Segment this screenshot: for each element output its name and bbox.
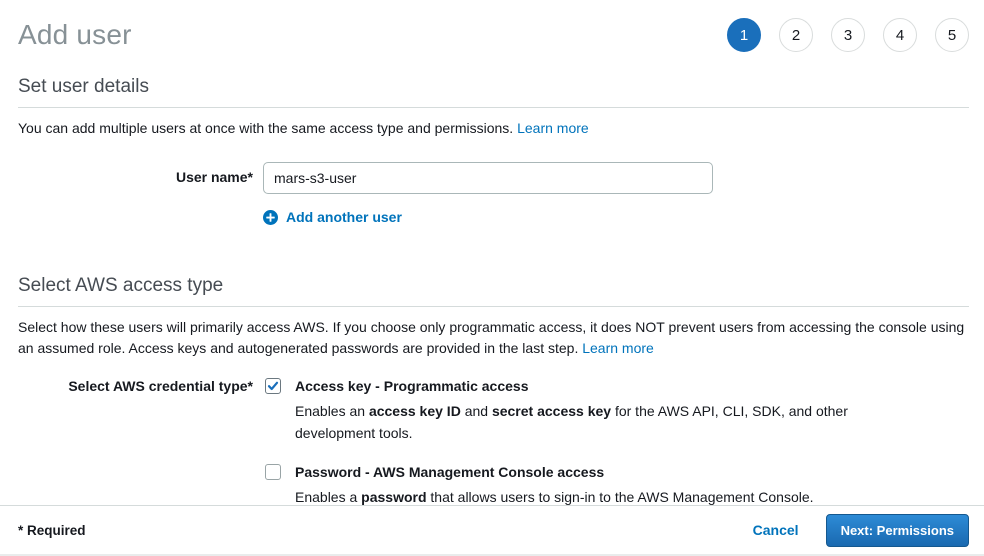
desc-text: that allows users to sign-in to the AWS Management Console.	[426, 488, 814, 505]
desc-bold-password: password	[361, 488, 427, 505]
access-type-intro	[18, 317, 969, 359]
add-another-user-label: Add another user	[286, 209, 402, 225]
page-header	[18, 0, 969, 52]
learn-more-link-access-type[interactable]: Learn more	[582, 339, 654, 356]
desc-text: Enables a	[295, 488, 362, 505]
step-2-indicator: 2	[779, 18, 813, 52]
user-details-intro	[18, 118, 969, 139]
desc-bold-secret-access-key: secret access key	[491, 402, 612, 419]
add-another-row	[263, 209, 969, 228]
access-key-option-title: Access key - Programmatic access	[295, 377, 529, 394]
desc-bold-access-key-id: access key ID	[368, 402, 461, 419]
page-title: Add user	[18, 19, 132, 50]
next-permissions-button[interactable]: Next: Permissions	[826, 514, 969, 547]
step-4-indicator: 4	[883, 18, 917, 52]
desc-text: Enables an	[295, 402, 369, 419]
step-1-indicator: 1	[727, 18, 761, 52]
learn-more-link-user-details[interactable]: Learn more	[517, 120, 589, 136]
section-heading-access-type: Select AWS access type	[18, 275, 969, 307]
username-input[interactable]	[263, 162, 713, 194]
user-details-intro-text: You can add multiple users at once with the same access type and permissions.	[18, 120, 518, 136]
footer-actions	[753, 514, 969, 547]
required-note: * Required	[18, 522, 86, 538]
section-user-details	[18, 76, 969, 228]
desc-text: and	[460, 402, 492, 419]
credential-type-label: Select AWS credential type*	[68, 377, 253, 394]
password-checkbox[interactable]	[265, 464, 281, 480]
section-access-type	[18, 275, 969, 508]
step-5-indicator: 5	[935, 18, 969, 52]
cancel-button[interactable]: Cancel	[752, 522, 799, 538]
username-label: User name*	[175, 169, 253, 185]
password-option	[265, 463, 855, 508]
plus-circle-icon	[263, 210, 278, 225]
username-form-row	[18, 162, 969, 194]
credential-type-form-row	[18, 377, 969, 508]
access-type-intro-text: Select how these users will primarily access AWS. If you choose only programmatic access, it does NOT prevent users from accessing the console using an assumed role. Access keys and autogenerated passwords are provided in the last step.	[18, 318, 965, 356]
section-heading-user-details: Set user details	[18, 76, 969, 108]
credential-options	[265, 377, 855, 508]
wizard-footer	[0, 505, 984, 554]
access-key-option	[265, 377, 855, 444]
desc-text: for the AWS API, CLI, SDK, and other development tools.	[295, 402, 848, 441]
add-another-user-button[interactable]	[263, 209, 402, 225]
step-3-indicator: 3	[831, 18, 865, 52]
access-key-option-desc	[295, 400, 855, 444]
access-key-checkbox[interactable]	[265, 378, 281, 394]
wizard-steps	[727, 18, 969, 52]
password-option-title: Password - AWS Management Console access	[295, 463, 605, 480]
